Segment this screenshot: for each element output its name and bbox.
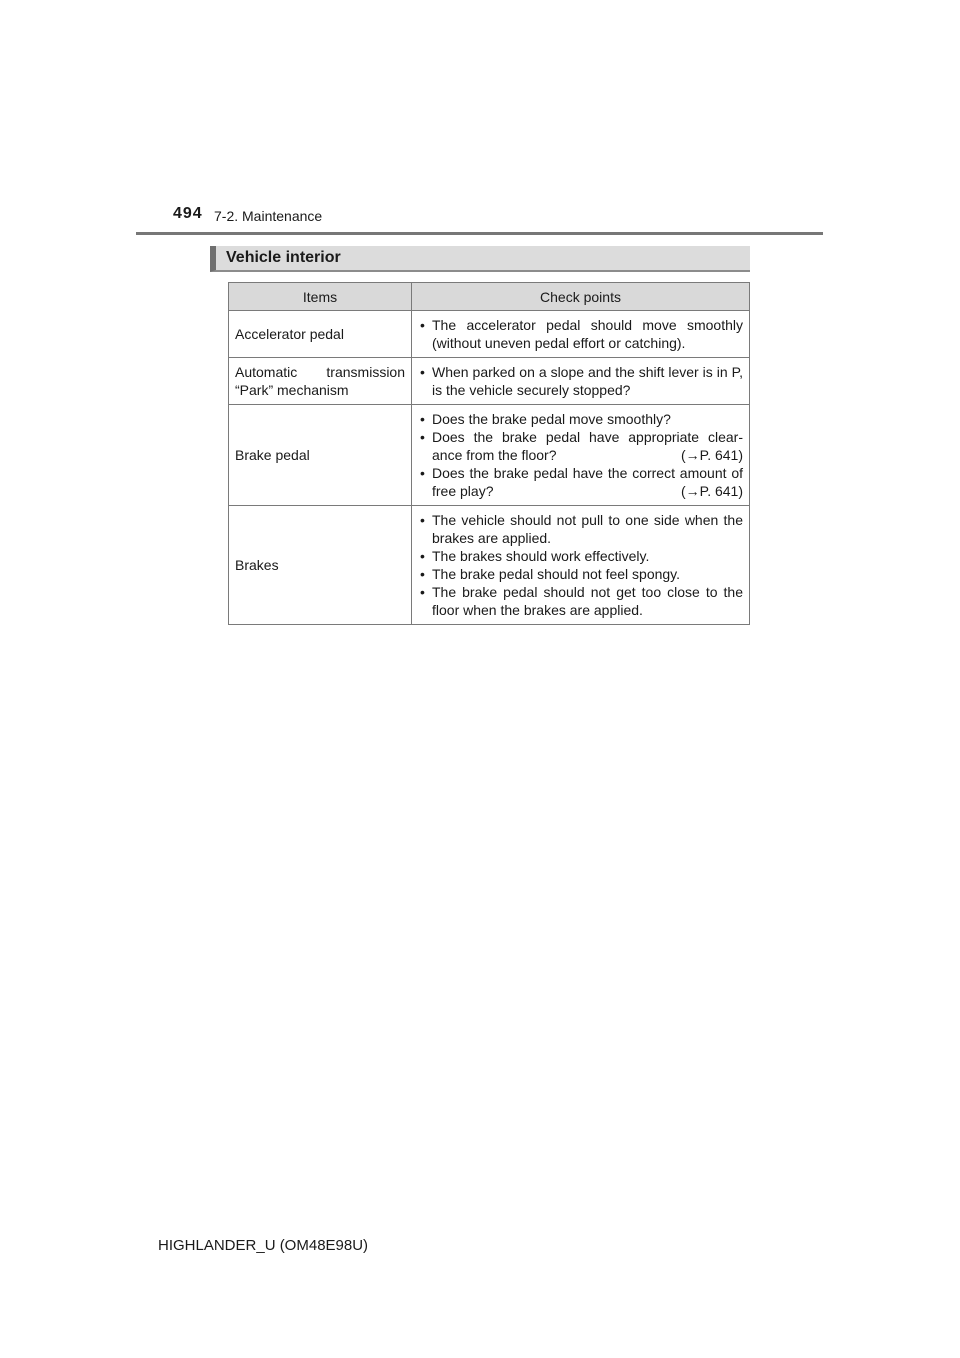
check-point — [418, 410, 743, 428]
check-points-cell — [412, 358, 750, 405]
header-divider — [136, 232, 823, 235]
table-header-row — [229, 283, 750, 311]
check-point-text: The accelerator pedal should move smoothly (without uneven pedal effort or catching). — [432, 317, 743, 351]
table-row — [229, 311, 750, 358]
check-point-text: Does the brake pedal move smoothly? — [432, 411, 671, 427]
check-points-list — [418, 316, 743, 352]
check-point-text: The brakes should work effectively. — [432, 548, 650, 564]
page-number: 494 — [173, 205, 203, 222]
check-points-cell — [412, 506, 750, 625]
column-header-items: Items — [229, 283, 412, 311]
check-point — [418, 363, 743, 399]
table-row — [229, 405, 750, 506]
item-cell: Automatic transmission “Park” mechanism — [229, 358, 412, 405]
check-point — [418, 316, 743, 352]
item-cell: Accelerator pedal — [229, 311, 412, 358]
check-point-text: The brake pedal should not get too close to the floor when the brakes are applied. — [432, 584, 743, 618]
column-header-check-points: Check points — [412, 283, 750, 311]
check-point — [418, 464, 743, 500]
check-points-list — [418, 363, 743, 399]
document-footer: HIGHLANDER_U (OM48E98U) — [158, 1237, 369, 1254]
check-point — [418, 583, 743, 619]
table-row — [229, 506, 750, 625]
table-row — [229, 358, 750, 405]
check-point-text: The vehicle should not pull to one side when the brakes are applied. — [432, 512, 743, 546]
check-point-text: When parked on a slope and the shift lever is in P, is the vehicle securely stopped? — [432, 364, 743, 398]
check-point — [418, 428, 743, 464]
check-point-text: Does the brake pedal have appropriate clear-ance from the floor? — [432, 429, 743, 463]
check-point — [418, 511, 743, 547]
check-point-text: Does the brake pedal have the correct amount of free play? — [432, 465, 743, 499]
check-points-list — [418, 410, 743, 500]
check-point — [418, 565, 743, 583]
check-point-text: The brake pedal should not feel spongy. — [432, 566, 681, 582]
inspection-table — [228, 282, 750, 625]
subheading-bar — [210, 246, 750, 272]
check-points-cell — [412, 405, 750, 506]
section-title: 7-2. Maintenance — [214, 208, 323, 224]
check-points-list — [418, 511, 743, 619]
page-header — [173, 205, 823, 233]
check-point — [418, 547, 743, 565]
item-cell: Brakes — [229, 506, 412, 625]
check-points-cell — [412, 311, 750, 358]
page-reference: (→P. 641) — [681, 483, 743, 499]
item-cell: Brake pedal — [229, 405, 412, 506]
subheading-title: Vehicle interior — [226, 249, 341, 266]
page-reference: (→P. 641) — [681, 447, 743, 463]
